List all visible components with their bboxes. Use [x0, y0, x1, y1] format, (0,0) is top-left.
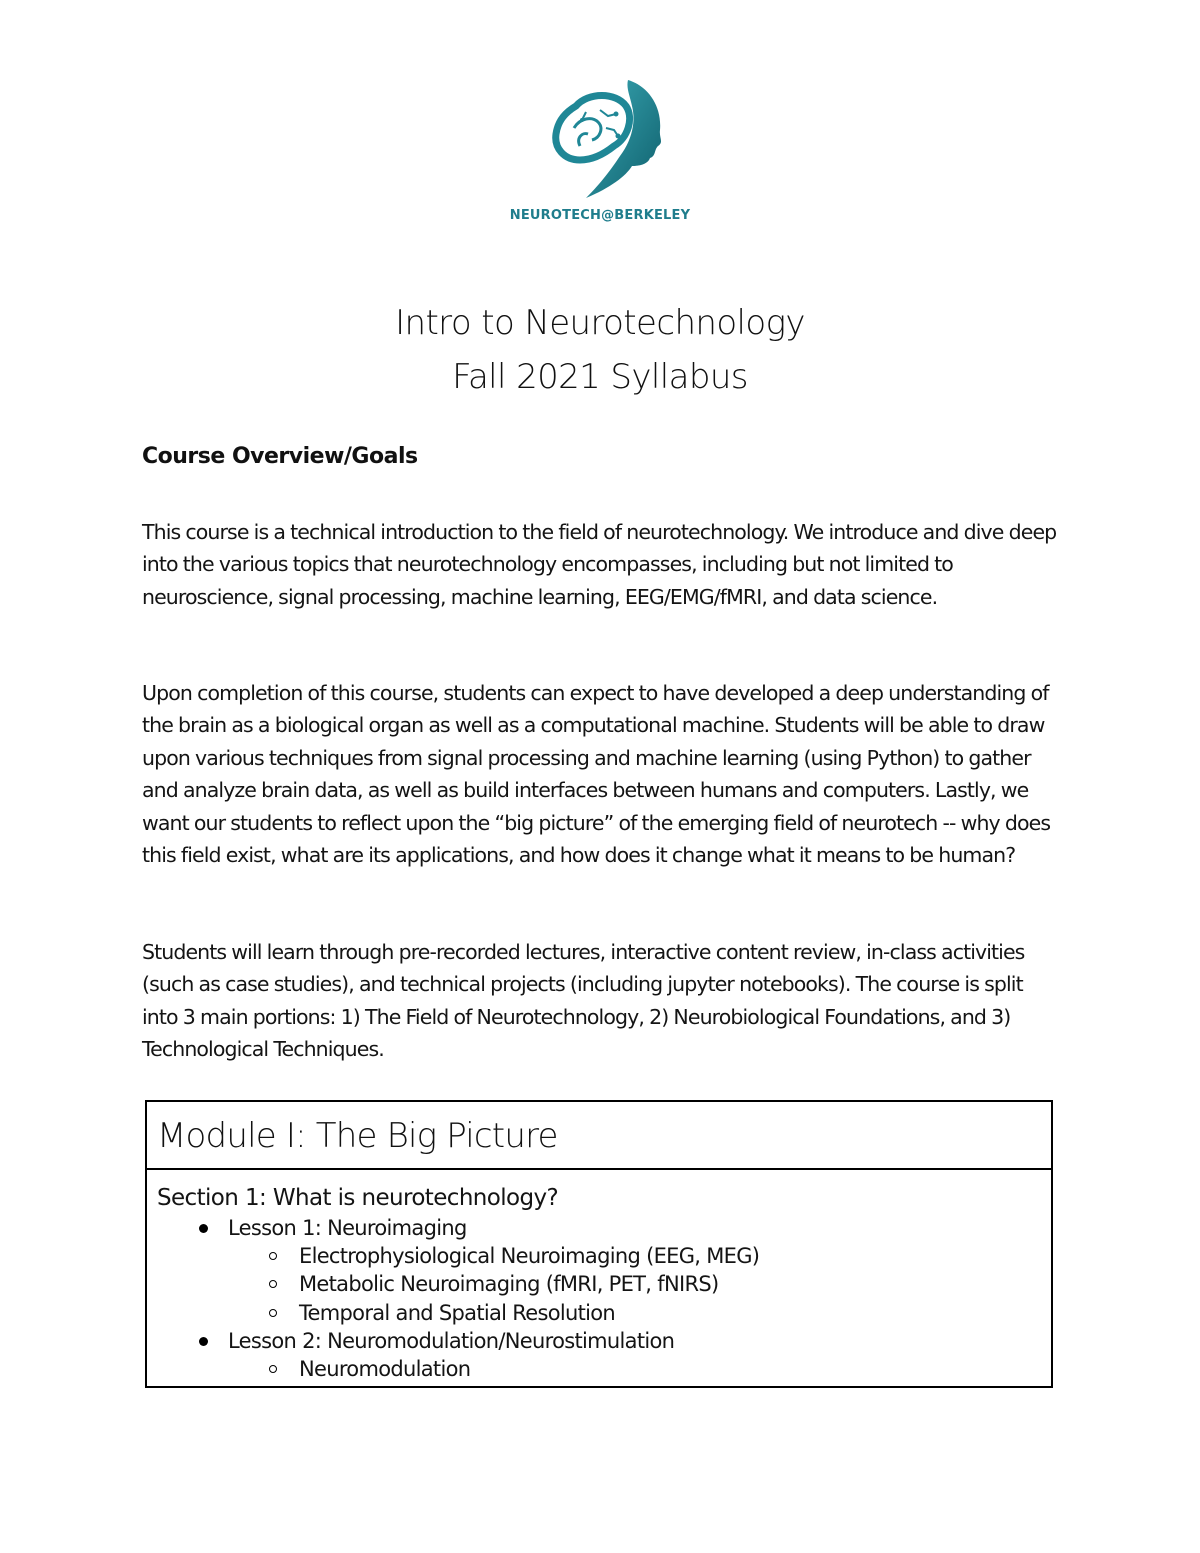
filled-bullet-icon — [199, 1224, 208, 1233]
overview-paragraph-3: Students will learn through pre-recorded lectures, interactive content review, in-class activities (such as case studies), and technical projects (including jupyter notebooks). The course is split into 3 main portions: 1) The Field of Neurotechnology, 2) Neurobiological Foundations, and 3) Technological Techniques. — [142, 940, 1025, 1062]
title-line-2: Fall 2021 Syllabus — [452, 357, 748, 397]
module-body — [147, 1170, 1051, 1383]
brain-head-logo-icon — [536, 76, 666, 200]
section-title: Section 1: What is neurotechnology? — [157, 1185, 559, 1211]
overview-paragraph-2: Upon completion of this course, students can expect to have developed a deep understanding of the brain as a biological organ as well as a computational machine. Students will be able to draw upon various techniques from signal processing and machine learning (using Python) to gather and analyze brain data, as well as build interfaces between humans and computers. Lastly, we want our students to reflect upon the “big picture” of the emerging field of neurotech -- why does this field exist, what are its applications, and how does it change what it means to be human? — [142, 681, 1051, 868]
list-item: Temporal and Spatial Resolution — [157, 1299, 1051, 1327]
hollow-bullet-icon — [269, 1252, 277, 1260]
list-item: Lesson 1: Neuroimaging — [157, 1214, 1051, 1242]
logo — [500, 76, 700, 236]
module-table — [145, 1100, 1053, 1388]
logo-text: NEUROTECH@BERKELEY — [509, 208, 691, 223]
list-item: Metabolic Neuroimaging (fMRI, PET, fNIRS) — [157, 1270, 1051, 1298]
hollow-bullet-icon — [269, 1365, 277, 1373]
title-line-1: Intro to Neurotechnology — [395, 303, 805, 343]
document-title — [0, 296, 1200, 404]
overview-paragraph-1: This course is a technical introduction to the field of neurotechnology. We introduce and dive deep into the various topics that neurotechnology encompasses, including but not limited to neuroscience, signal processing, machine learning, EEG/EMG/fMRI, and data science. — [142, 520, 1057, 609]
list-item: Neuromodulation — [157, 1355, 1051, 1383]
module-title: Module I: The Big Picture — [147, 1102, 1051, 1170]
filled-bullet-icon — [199, 1337, 208, 1346]
overview-heading: Course Overview/Goals — [142, 444, 418, 469]
hollow-bullet-icon — [269, 1280, 277, 1288]
list-item: Electrophysiological Neuroimaging (EEG, MEG) — [157, 1242, 1051, 1270]
list-item: Lesson 2: Neuromodulation/Neurostimulation — [157, 1327, 1051, 1355]
hollow-bullet-icon — [269, 1309, 277, 1317]
